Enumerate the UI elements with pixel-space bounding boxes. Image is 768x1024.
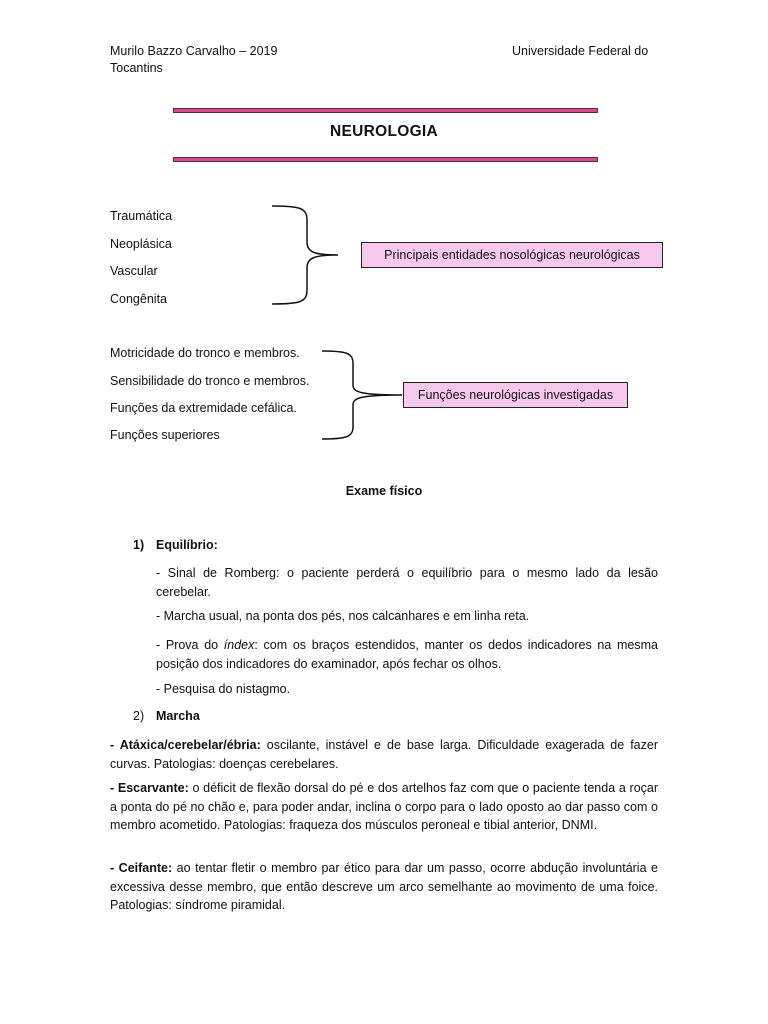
list-item: Neoplásica xyxy=(110,237,172,251)
brace-icon xyxy=(270,204,340,306)
list-item: Funções da extremidade cefálica. xyxy=(110,401,297,415)
author-year: Murilo Bazzo Carvalho – 2019 xyxy=(110,44,278,58)
title-top-bar xyxy=(173,108,598,113)
ataxica-paragraph xyxy=(110,736,658,773)
list-number: 2) xyxy=(133,709,145,723)
title-bottom-bar xyxy=(173,157,598,162)
prova-italic: índex xyxy=(223,638,255,652)
marcha-usual-paragraph: - Marcha usual, na ponta dos pés, nos calcanhares e em linha reta. xyxy=(156,609,530,623)
list-item: Motricidade do tronco e membros. xyxy=(110,346,300,360)
escarvante-paragraph xyxy=(110,779,658,835)
neurological-functions-box: Funções neurológicas investigadas xyxy=(403,382,628,408)
escarvante-label: - Escarvante: xyxy=(110,781,189,795)
prova-prefix: - Prova do xyxy=(156,638,224,652)
nosological-entities-box: Principais entidades nosológicas neurológicas xyxy=(361,242,663,268)
brace-icon xyxy=(320,349,405,441)
list-item: Sensibilidade do tronco e membros. xyxy=(110,374,310,388)
university-name-continued: Tocantins xyxy=(110,61,163,75)
list-item: Traumática xyxy=(110,209,173,223)
list-item: Congênita xyxy=(110,292,167,306)
nistagmo-paragraph: - Pesquisa do nistagmo. xyxy=(156,682,291,696)
romberg-paragraph: - Sinal de Romberg: o paciente perderá o equilíbrio para o mesmo lado da lesão cerebelar. xyxy=(156,566,658,599)
ceifante-label: - Ceifante: xyxy=(110,861,173,875)
escarvante-text: o déficit de flexão dorsal do pé e dos artelhos faz com que o paciente tenda a roçar a ponta do pé no chão e, para poder andar, inclina o corpo para o lado oposto ao dar passo com o membro acometido. Patologias: fraqueza dos músculos peroneal e tibial anterior, DNMI. xyxy=(110,781,659,832)
ceifante-text: ao tentar fletir o membro par ético para dar um passo, ocorre abdução involuntária e excessiva desse membro, que então descreve um arco semelhante ao movimento de uma foice. Patologias: síndrome piramidal. xyxy=(110,861,658,912)
list-item: Vascular xyxy=(110,264,158,278)
list-number: 1) xyxy=(133,538,145,552)
prova-index-paragraph xyxy=(156,636,658,673)
ceifante-paragraph xyxy=(110,859,658,915)
page-title: NEUROLOGIA xyxy=(329,123,439,140)
university-name: Universidade Federal do xyxy=(512,44,649,58)
section-heading: Marcha xyxy=(156,709,200,723)
section-heading: Equilíbrio: xyxy=(156,538,218,552)
ataxica-label: - Atáxica/cerebelar/ébria: xyxy=(110,738,261,752)
list-item: Funções superiores xyxy=(110,428,220,442)
section-title: Exame físico xyxy=(345,484,423,498)
prova-rest: : com os braços estendidos, manter os dedos indicadores na mesma posição dos indicadores do examinador, após fechar os olhos. xyxy=(156,638,658,671)
ataxica-text: oscilante, instável e de base larga. Dificuldade exagerada de fazer curvas. Patologias: doenças cerebelares. xyxy=(110,738,658,771)
